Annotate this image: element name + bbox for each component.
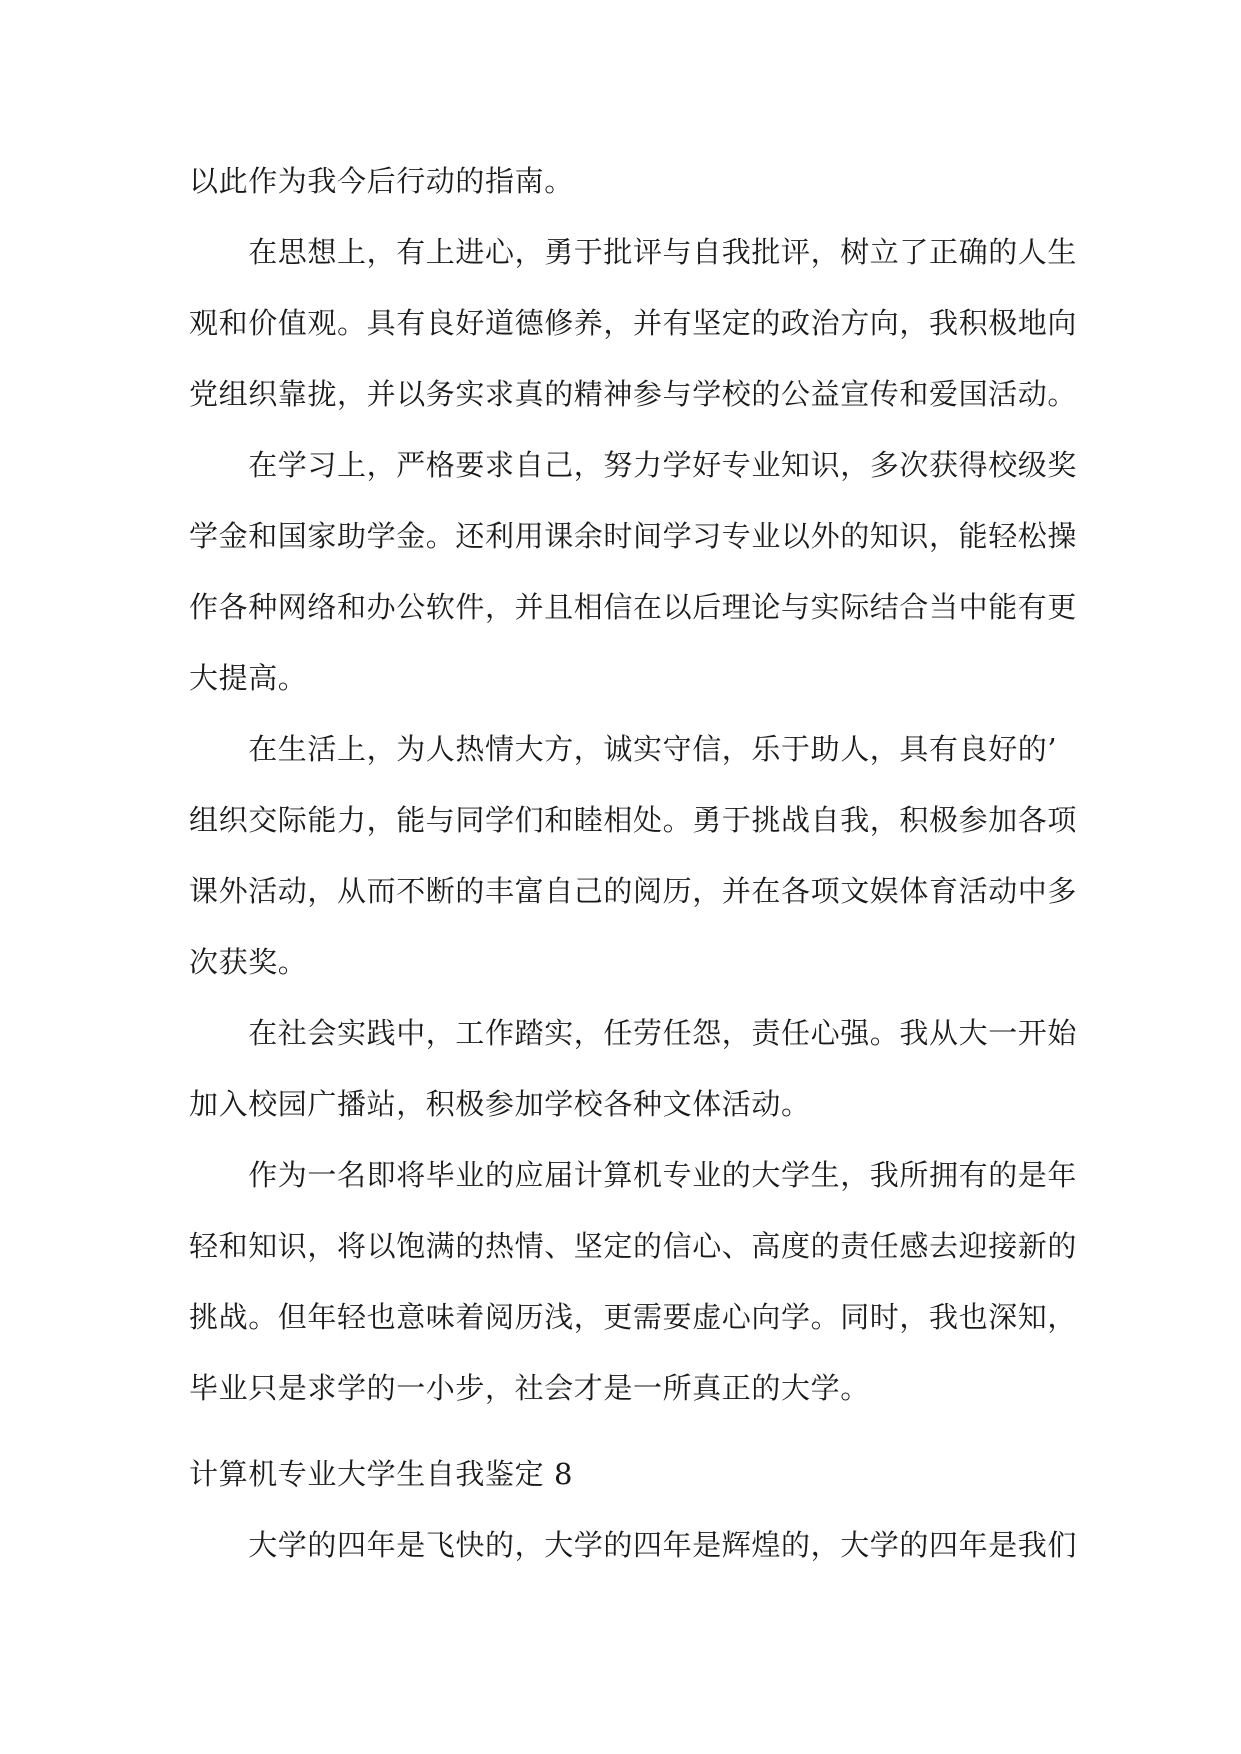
text-line: 党组织靠拢，并以务实求真的精神参与学校的公益宣传和爱国活动。 — [189, 377, 1078, 411]
text-line: 加入校园广播站，积极参加学校各种文体活动。 — [189, 1087, 811, 1121]
text-line: 作各种网络和办公软件，并且相信在以后理论与实际结合当中能有更 — [189, 590, 1078, 624]
text-line: 轻和知识，将以饱满的热情、坚定的信心、高度的责任感去迎接新的 — [189, 1229, 1078, 1263]
text-line: 课外活动，从而不断的丰富自己的阅历，并在各项文娱体育活动中多 — [189, 874, 1078, 908]
section-block — [189, 1439, 1078, 1581]
text-line: 学金和国家助学金。还利用课余时间学习专业以外的知识，能轻松操 — [189, 519, 1078, 553]
text-line: 组织交际能力，能与同学们和睦相处。勇于挑战自我，积极参加各项 — [189, 803, 1078, 837]
paragraph-first-line: 在社会实践中，工作踏实，任劳任怨，责任心强。我从大一开始 — [189, 1016, 1078, 1050]
paragraph-first-line: 大学的四年是飞快的，大学的四年是辉煌的，大学的四年是我们 — [189, 1528, 1078, 1562]
paragraph-first-line: 在思想上，有上进心，勇于批评与自我批评，树立了正确的人生 — [189, 235, 1078, 269]
paragraph-first-line: 作为一名即将毕业的应届计算机专业的大学生，我所拥有的是年 — [189, 1158, 1078, 1192]
body-text-block — [189, 146, 1078, 1424]
text-line: 大提高。 — [189, 661, 308, 695]
text-line: 毕业只是求学的一小步，社会才是一所真正的大学。 — [189, 1371, 870, 1405]
paragraph-first-line: 在生活上，为人热情大方，诚实守信，乐于助人，具有良好的’ — [189, 732, 1058, 766]
text-line: 挑战。但年轻也意味着阅历浅，更需要虚心向学。同时，我也深知， — [189, 1300, 1078, 1334]
text-line: 观和价值观。具有良好道德修养，并有坚定的政治方向，我积极地向 — [189, 306, 1078, 340]
text-line: 次获奖。 — [189, 945, 308, 979]
section-title: 计算机专业大学生自我鉴定 8 — [189, 1457, 574, 1491]
text-line: 以此作为我今后行动的指南。 — [189, 164, 574, 198]
paragraph-first-line: 在学习上，严格要求自己，努力学好专业知识，多次获得校级奖 — [189, 448, 1078, 482]
